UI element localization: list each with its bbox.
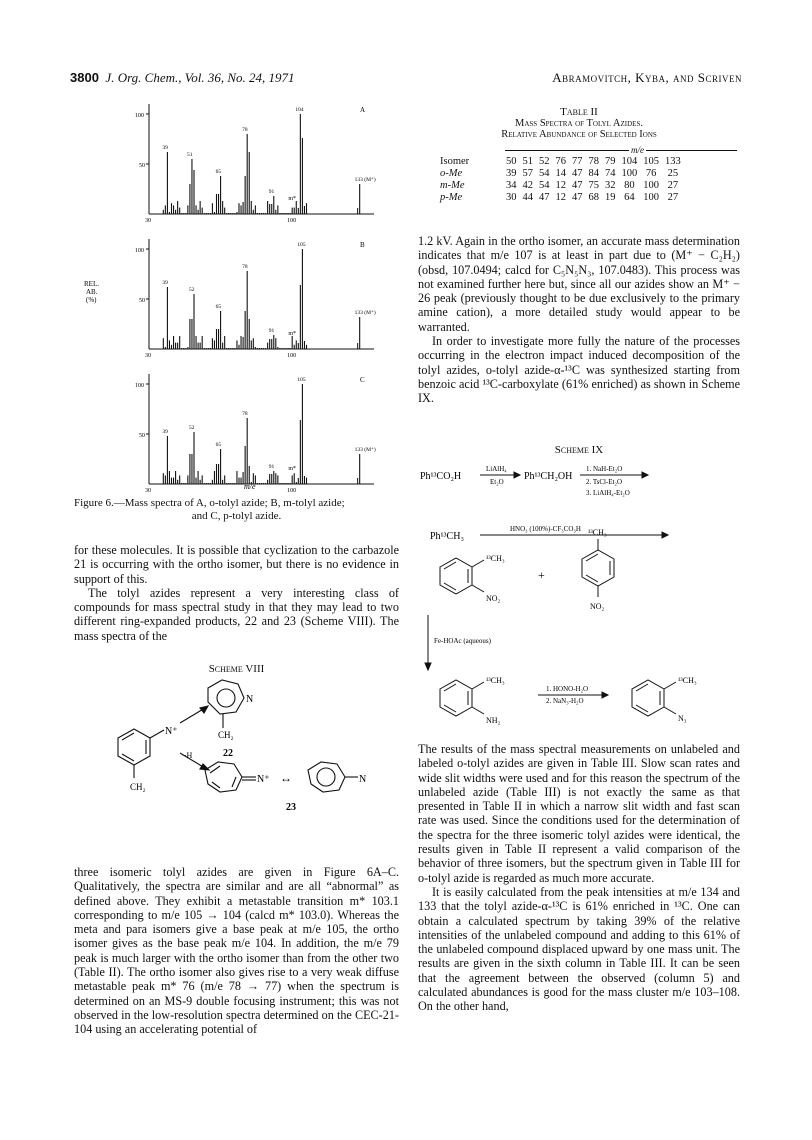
panel-label: C xyxy=(360,376,365,384)
table-cell: 57 xyxy=(522,168,533,179)
minus-h-label: −H xyxy=(182,751,193,760)
table-cell: 25 xyxy=(667,168,679,179)
table-cell: 76 xyxy=(645,168,657,179)
table-cell: 54 xyxy=(539,180,550,191)
peak-label: 65 xyxy=(215,169,222,175)
y-tick-label: 100 xyxy=(135,248,144,254)
y-tick-label: 50 xyxy=(139,298,145,304)
final-reagent-2: 2. NaN₃-H₂O xyxy=(546,697,584,705)
para-ch3-label: ¹³CH₃ xyxy=(588,528,607,537)
table-cell: 84 xyxy=(588,168,599,179)
peak-label: 78 xyxy=(242,411,248,417)
peak-label: 78 xyxy=(242,127,248,133)
table-2-subtitle-1: Mass Spectra of Tolyl Azides. xyxy=(515,118,643,129)
y-tick-label: 100 xyxy=(135,383,144,389)
resonance-arrow: ↔ xyxy=(280,771,292,785)
table-row xyxy=(440,180,684,192)
s2-reagent-1: 1. NaH-Et₂O xyxy=(586,465,623,473)
peak-label: 51 xyxy=(186,152,193,158)
panel-label: B xyxy=(360,241,365,249)
cation-n-plus: N⁺ xyxy=(257,774,270,785)
x-tick-label: 100 xyxy=(287,488,297,492)
compound-23: 23 xyxy=(286,802,296,813)
table-cell: 104 xyxy=(621,156,638,167)
y-axis-label-3: (%) xyxy=(86,296,97,304)
table-cell: 34 xyxy=(506,180,517,191)
ortho-ch3-label: ¹³CH₃ xyxy=(486,554,505,563)
x-tick-label: 100 xyxy=(287,218,297,224)
table-cell: 52 xyxy=(539,156,550,167)
mass-spectra-figure xyxy=(74,96,404,492)
ch2-label-2: CH₂ xyxy=(218,730,234,740)
left-text-lower xyxy=(74,865,399,1037)
final-reagent-1: 1. HONO-H₂O xyxy=(546,685,589,693)
para-no2-label: NO₂ xyxy=(590,602,605,611)
table-cell: 133 xyxy=(665,156,681,167)
table-cell: 47 xyxy=(572,168,583,179)
peak-label: 91 xyxy=(268,328,275,334)
table-cell: 42 xyxy=(522,180,533,191)
running-header-left xyxy=(70,70,295,86)
table-cell: 39 xyxy=(506,168,517,179)
s1-product: Ph¹³CH₂OH xyxy=(524,471,573,482)
page-number: 3800 xyxy=(70,70,99,85)
peak-label: 91 xyxy=(268,189,275,195)
s2-reagent-2: 2. TsCl-Et₂O xyxy=(586,478,623,486)
table-cell: 12 xyxy=(555,192,566,203)
peak-label: 105 xyxy=(297,377,306,383)
table-header-row xyxy=(440,156,684,168)
y-tick-label: 50 xyxy=(139,163,145,169)
x-tick-label: 100 xyxy=(287,353,297,359)
paragraph: 1.2 kV. Again in the ortho isomer, an accurate mass determination indicates that m/e 107 is at least in part due to (M⁺ − C₂H₂) (obsd, 107.0494; calcd for C₅N₅N₃, 107.0483). This process was not examined further here but, since all our azides show an M⁺ − 26 peak (previously thought to be due exclusively to the primary amine cation), a more detailed study would appear to be warranted. xyxy=(418,234,740,334)
table-cell: 12 xyxy=(555,180,566,191)
paragraph: for these molecules. It is possible that cyclization to the carbazole 21 is occurring with the ortho isomer, but there is no evidence in support of this. xyxy=(74,543,399,586)
table-cell: 77 xyxy=(572,156,583,167)
plus-sign: + xyxy=(538,568,545,582)
x-tick-label: 30 xyxy=(145,218,151,224)
table-cell: 27 xyxy=(667,192,679,203)
peak-label: 39 xyxy=(162,429,168,435)
table-cell: 75 xyxy=(588,180,599,191)
me-header-rule xyxy=(505,145,737,155)
paragraph: It is easily calculated from the peak intensities at m/e 134 and 133 that the tolyl azide-α-¹³C is 61% enriched in ¹³C. One can obtain a calculated spectrum by taking 39% of the relative intensities of the unlabeled compound and adding to this 61% of the unlabeled compound displaced upward by one mass unit. The results are given in the sixth column in Table III. It can be seen that the agreement between the observed (column 5) and calculated abundances is good for the mass cluster m/e 103–108. On the other hand, xyxy=(418,884,740,1014)
table-row xyxy=(440,192,684,204)
caption-line-1: Figure 6.—Mass spectra of A, o-tolyl azide; B, m-tolyl azide; xyxy=(74,497,345,509)
s3-reactant: Ph¹³CH₃ xyxy=(430,531,464,542)
y-tick-label: 100 xyxy=(135,113,144,119)
table-cell: 47 xyxy=(572,180,583,191)
table-cell: 80 xyxy=(624,180,635,191)
paragraph: In order to investigate more fully the nature of the processes occurring in the electron impact induced decomposition of the tolyl azides, o-tolyl azide-α-¹³C was synthesized starting from benzoic acid ¹³C-carboxylate (61% enriched) as shown in Scheme IX. xyxy=(418,334,740,406)
peak-label: 105 xyxy=(297,242,306,248)
n3-label: N₃ xyxy=(678,714,687,723)
s3-reagent: HNO₃ (100%)-CF₃CO₃H xyxy=(510,525,581,533)
peak-label: 104 xyxy=(295,107,304,113)
metastable-label: m* xyxy=(288,466,296,472)
peak-label: 39 xyxy=(162,145,168,151)
x-tick-label: 30 xyxy=(145,353,151,359)
table-2-title: Table II xyxy=(560,106,598,118)
peak-label: 39 xyxy=(162,280,168,286)
table-cell: 74 xyxy=(605,168,616,179)
table-cell: 68 xyxy=(588,192,599,203)
table-cell: 54 xyxy=(539,168,550,179)
x-tick-label: 30 xyxy=(145,488,151,492)
table-cell: 51 xyxy=(522,156,533,167)
y-axis-label-2: AB. xyxy=(86,288,98,296)
peak-label: 133 (M⁺) xyxy=(354,310,376,316)
table-row xyxy=(440,168,684,180)
table-cell: 79 xyxy=(605,156,616,167)
table-2-heading xyxy=(418,106,740,140)
ch2-label-1: CH₂ xyxy=(130,782,146,792)
table-cell: p-Me xyxy=(440,192,463,203)
compound-22: 22 xyxy=(223,748,233,759)
y-tick-label: 50 xyxy=(139,433,145,439)
table-cell: 30 xyxy=(506,192,517,203)
right-text-upper xyxy=(418,234,740,406)
table-cell: 76 xyxy=(555,156,566,167)
peak-label: 133 (M⁺) xyxy=(354,177,376,183)
azepine-n: N xyxy=(246,694,254,705)
s1-reagent-top: LiAlH₄ xyxy=(486,465,507,473)
peak-label: 52 xyxy=(189,425,195,431)
peak-label: 52 xyxy=(189,287,195,293)
table-2-subtitle-2: Relative Abundance of Selected Ions xyxy=(501,129,657,140)
metastable-label: m* xyxy=(288,331,296,337)
table-cell: 32 xyxy=(605,180,616,191)
table-cell: m-Me xyxy=(440,180,465,191)
table-cell: 78 xyxy=(588,156,599,167)
table-cell: 100 xyxy=(621,168,638,179)
s1-reactant: Ph¹³CO₂H xyxy=(420,471,462,482)
x-axis-label: m/e xyxy=(244,482,256,491)
table-cell: 44 xyxy=(522,192,533,203)
caption-line-2: and C, p-tolyl azide. xyxy=(191,510,282,523)
scheme-9-title: Scheme IX xyxy=(554,444,604,456)
paragraph: The tolyl azides represent a very interesting class of compounds for mass spectral study in that they may lead to two different ring-expanded products, 22 and 23 (Scheme VIII). The mass spectra of the xyxy=(74,585,399,643)
table-cell: o-Me xyxy=(440,168,463,179)
peak-label: 91 xyxy=(268,464,275,470)
table-cell: 47 xyxy=(539,192,550,203)
paragraph: The results of the mass spectral measurements on unlabeled and labeled o-tolyl azides are given in Table III. Slow scan rates and wide slit widths were used and for this reason the spectrum of the unlabeled azide (Table III) is not exactly the same as that presented in Table II in which a narrow slit width and fast scan rate was used. Since the conditions used for the determination of the spectra for the three isomeric tolyl azides were identical, the results given in Table II represent a valid comparison of the behavior of three isomers, but the spectrum given in Table III for o-tolyl azide is regarded as much more accurate. xyxy=(418,742,740,885)
peak-label: 133 (M⁺) xyxy=(354,447,376,453)
table-cell: 105 xyxy=(643,156,659,167)
scheme-8-drawing xyxy=(90,678,390,848)
amino-ch3-label: ¹³CH₃ xyxy=(486,676,505,685)
s1-reagent-bottom: Et₂O xyxy=(490,478,504,486)
peak-label: 65 xyxy=(215,304,222,310)
paragraph: three isomeric tolyl azides are given in Figure 6A–C. Qualitatively, the spectra are similar and are all “abnormal” as defined above. They exhibit a metastable transition m* 103.1 corresponding to m/e 105 → 104 (calcd m* 103.0). Whereas the meta and para isomers give a base peak at m/e 105, the ortho isomer gives as the base peak m/e 104. In addition, the m/e 79 peak is much larger with the ortho isomer than from the other two (Table II). The ortho isomer also gives rise to a very weak diffuse metastable peak m* 76 (m/e 78 → 77) when the spectrum is determined on an MS-9 double focusing instrument; this was not observed in the low-resolution spectra determined on the CEC-21-104 using an accelerating potential of xyxy=(74,865,399,1037)
ortho-no2-label: NO₂ xyxy=(486,594,501,603)
table-cell: 27 xyxy=(667,180,679,191)
table-2 xyxy=(440,156,684,204)
table-cell: 64 xyxy=(624,192,635,203)
figure-6-caption xyxy=(74,497,399,524)
me-header-label: m/e xyxy=(631,145,644,155)
y-axis-label-1: REL. xyxy=(84,280,99,288)
left-text-upper xyxy=(74,543,399,643)
table-cell: 14 xyxy=(555,168,566,179)
right-text-lower xyxy=(418,742,740,1014)
fe-reagent: Fe-HOAc (aqueous) xyxy=(434,637,491,645)
table-cell: 50 xyxy=(506,156,517,167)
running-header-authors: Abramovitch, Kyba, and Scriven xyxy=(552,70,742,85)
table-cell: 47 xyxy=(572,192,583,203)
metastable-label: m* xyxy=(288,196,296,202)
tropylium-n: N xyxy=(359,774,367,785)
peak-label: 65 xyxy=(215,442,222,448)
peak-label: 78 xyxy=(242,264,248,270)
scheme-9-drawing xyxy=(420,455,740,735)
nh2-label: NH₂ xyxy=(486,716,501,725)
table-cell: 100 xyxy=(643,180,659,191)
scheme-8-title: Scheme VIII xyxy=(208,663,265,675)
journal-citation: J. Org. Chem., Vol. 36, No. 24, 1971 xyxy=(105,70,295,85)
nitrene-n-plus: N⁺ xyxy=(165,726,178,737)
azide-ch3-label: ¹³CH₃ xyxy=(678,676,697,685)
table-cell: 100 xyxy=(643,192,659,203)
panel-label: A xyxy=(360,106,366,114)
table-cell: 19 xyxy=(605,192,616,203)
table-cell: Isomer xyxy=(440,156,470,167)
s2-reagent-3: 3. LiAlH₄-Et₂O xyxy=(586,489,630,497)
